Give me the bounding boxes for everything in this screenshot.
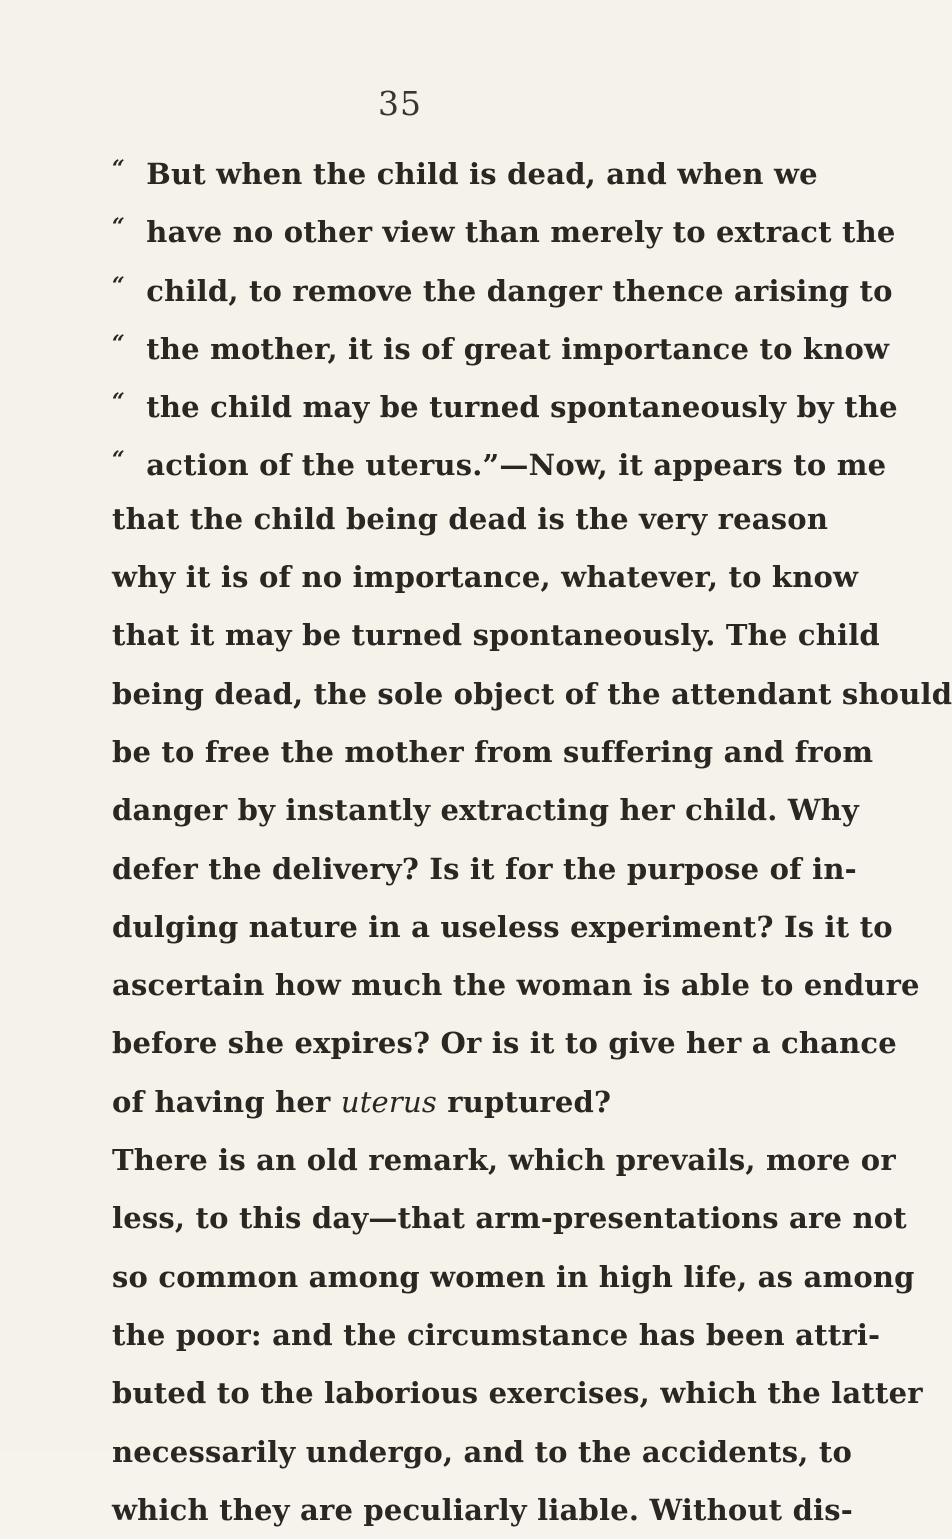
italic-word: uterus: [340, 1084, 437, 1119]
text-line: [112, 665, 952, 723]
line-text: less, to this day—that arm-presentations are not: [112, 1201, 907, 1236]
line-text: which they are peculiarly liable. Without dis-: [112, 1492, 854, 1527]
text-line: [112, 140, 818, 198]
line-text: There is an old remark, which prevails, more or: [112, 1143, 896, 1178]
line-text: that the child being dead is the very reason: [112, 501, 829, 536]
line-text: dulging nature in a useless experiment? Is it to: [112, 909, 893, 944]
text-line: [112, 840, 857, 898]
text-line: [112, 1189, 907, 1247]
text-line: [112, 606, 880, 664]
line-text: ruptured?: [436, 1084, 612, 1119]
text-line: [112, 1364, 923, 1422]
text-line: [112, 431, 887, 489]
line-text: so common among women in high life, as among: [112, 1259, 915, 1294]
text-line: [112, 257, 893, 315]
line-text: necessarily undergo, and to the accidents, to: [112, 1434, 853, 1469]
text-line: [112, 198, 896, 256]
text-line: [112, 1248, 915, 1306]
body-text: [112, 140, 952, 1539]
line-text: ascertain how much the woman is able to endure: [112, 968, 920, 1003]
text-line: [112, 723, 874, 781]
quote-mark: “: [112, 156, 125, 182]
line-text: the poor: and the circumstance has been attri-: [112, 1317, 881, 1352]
line-text: before she expires? Or is it to give her a chance: [112, 1026, 897, 1061]
text-line: [112, 1306, 881, 1364]
text-line: [112, 956, 920, 1014]
quote-mark: “: [112, 214, 125, 241]
text-line: [112, 1073, 742, 1131]
quote-mark: “: [112, 447, 125, 474]
line-text: that it may be turned spontaneously. The child: [112, 618, 880, 653]
page-number: 35: [378, 84, 422, 123]
text-line: [112, 898, 893, 956]
text-line: [112, 315, 890, 373]
line-text: of having her: [112, 1084, 341, 1119]
text-line: [112, 1131, 896, 1189]
text-line: [112, 548, 859, 606]
line-text: why it is of no importance, whatever, to know: [112, 560, 859, 595]
text-line: [112, 1423, 853, 1481]
line-text: action of the uterus.”—Now, it appears to me: [136, 448, 887, 483]
quote-mark: “: [112, 272, 125, 299]
line-text: child, to remove the danger thence arising to: [136, 273, 893, 308]
line-text: the mother, it is of great importance to know: [136, 331, 890, 366]
text-line: [112, 490, 829, 548]
line-text: danger by instantly extracting her child. Why: [112, 793, 859, 828]
line-text: But when the child is dead, and when we: [136, 157, 818, 191]
line-text: being dead, the sole object of the attendant should: [112, 676, 952, 711]
line-text: the child may be turned spontaneously by the: [136, 390, 898, 425]
quote-mark: “: [112, 330, 125, 357]
line-text: defer the delivery? Is it for the purpose of in-: [112, 851, 857, 886]
line-text: be to free the mother from suffering and from: [112, 734, 874, 769]
line-text: have no other view than merely to extract the: [136, 215, 896, 250]
text-line: [112, 373, 898, 431]
line-text: buted to the laborious exercises, which the latter: [112, 1376, 923, 1411]
text-line: [112, 1014, 897, 1072]
quote-mark: “: [112, 389, 125, 416]
text-line: [112, 1481, 854, 1539]
text-line: [112, 781, 859, 839]
